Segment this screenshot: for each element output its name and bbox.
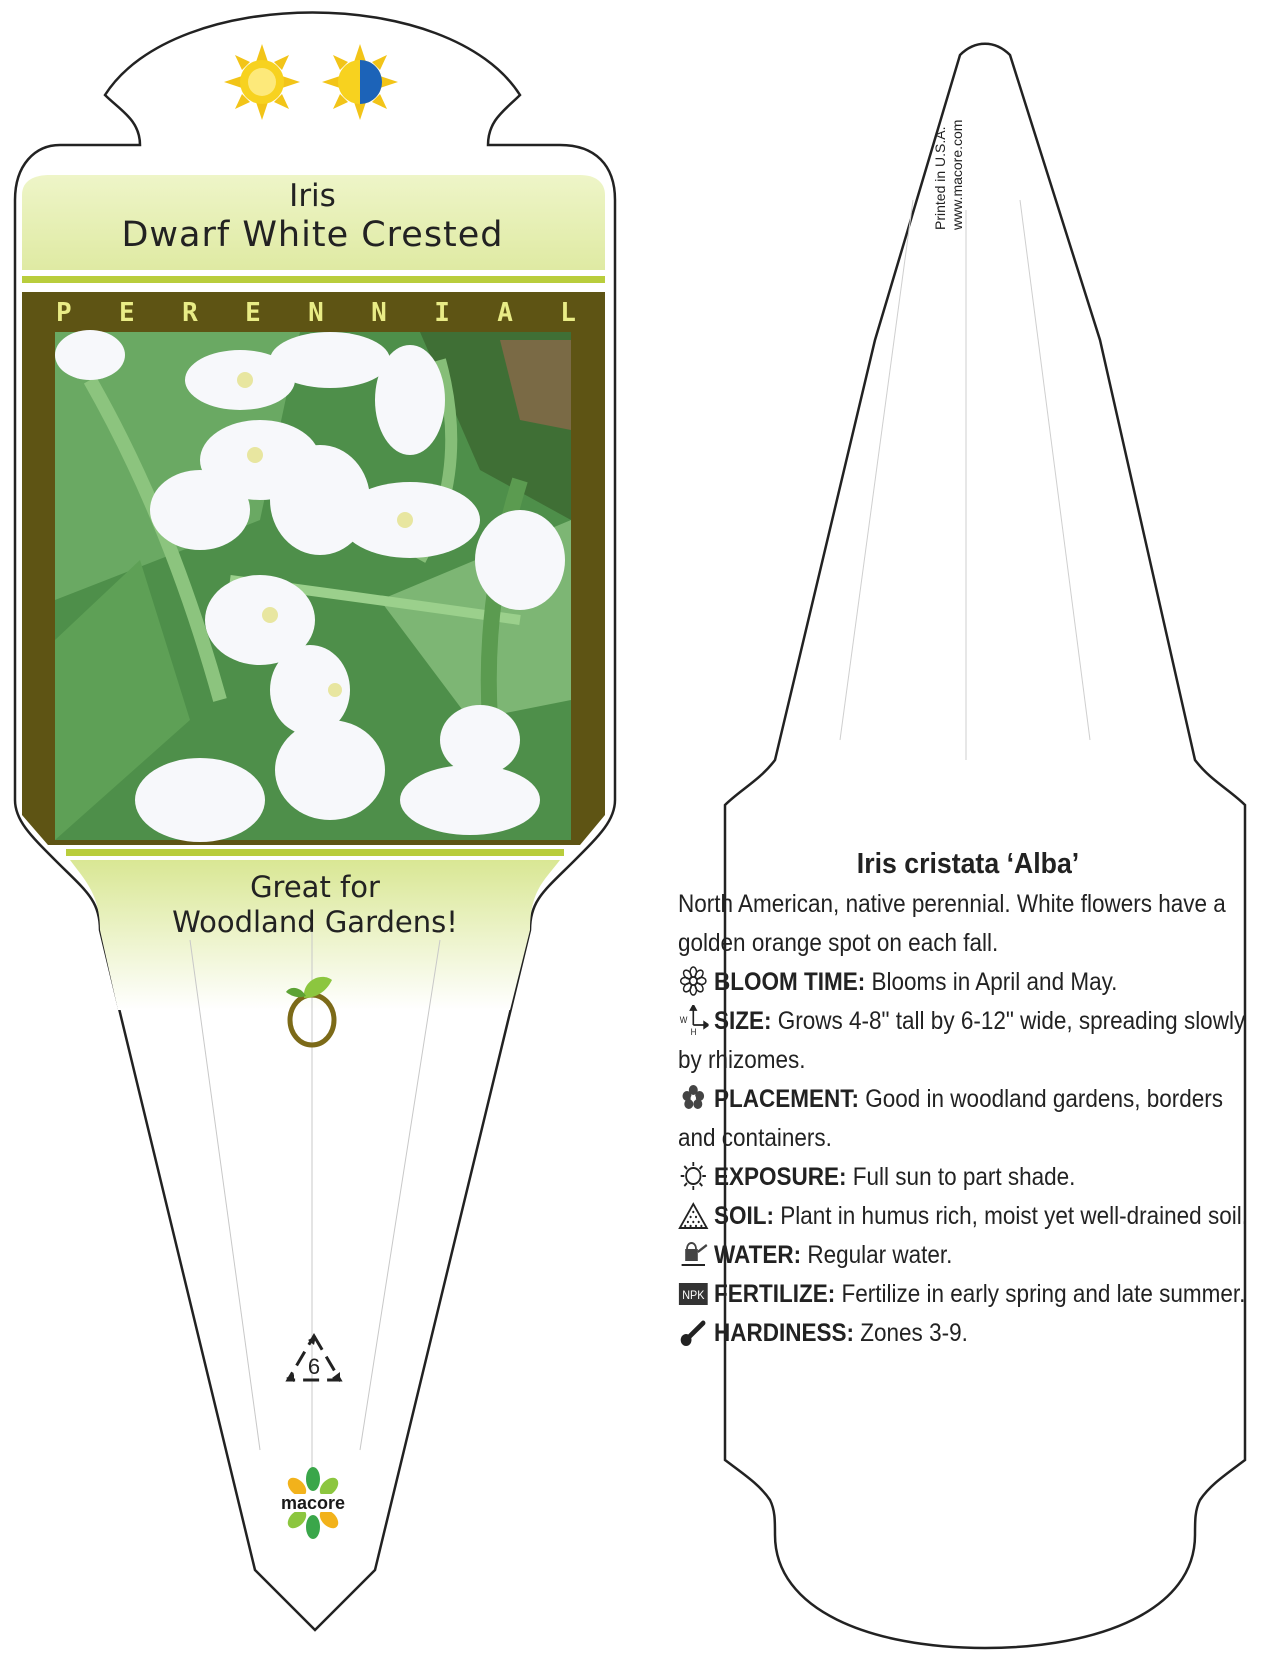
brand-name: macore <box>280 1493 346 1513</box>
item-text: Fertilize in early spring and late summer. <box>841 1280 1246 1308</box>
lime-stripe-lower <box>66 849 564 856</box>
sun-outline-icon <box>678 1161 709 1191</box>
category-letter: N <box>371 298 387 328</box>
category-letter: A <box>497 298 513 328</box>
size-icon <box>678 1005 709 1035</box>
plant-genus: Iris <box>289 178 336 214</box>
item-text: Zones 3-9. <box>860 1319 968 1347</box>
printed-line1: Printed in U.S.A. <box>932 126 948 230</box>
category-letter: N <box>308 298 324 328</box>
plant-variety: Dwarf White Crested <box>121 215 504 255</box>
fertilize-row <box>678 1275 1254 1314</box>
water-row <box>678 1236 1254 1275</box>
soil-icon <box>678 1200 709 1230</box>
part-shade-icon <box>322 44 398 120</box>
exposure-row <box>678 1158 1254 1197</box>
full-sun-icon <box>224 44 300 120</box>
item-text: Regular water. <box>807 1241 953 1269</box>
printed-url: www.macore.com <box>949 119 965 230</box>
item-text: Full sun to part shade. <box>852 1163 1076 1191</box>
item-label: WATER: <box>714 1241 802 1269</box>
back-tag-outline <box>725 44 1245 1648</box>
soil-row <box>678 1197 1254 1236</box>
item-label: PLACEMENT: <box>714 1085 859 1113</box>
item-text: Good in woodland gardens, borders and containers. <box>678 1085 1224 1152</box>
item-label: EXPOSURE: <box>714 1163 847 1191</box>
svg-text:H: H <box>690 1026 697 1035</box>
tagline-line2: Woodland Gardens! <box>172 905 458 939</box>
category-letter: R <box>182 298 198 328</box>
size-row <box>678 1002 1254 1080</box>
item-text: Blooms in April and May. <box>871 968 1118 996</box>
macore-logo <box>268 1465 358 1545</box>
svg-text:W: W <box>679 1014 688 1026</box>
thermometer-icon <box>678 1317 709 1347</box>
flower-icon <box>678 966 709 996</box>
item-label: BLOOM TIME: <box>714 968 866 996</box>
care-instructions <box>678 848 1258 1353</box>
hardiness-row <box>678 1314 1254 1353</box>
item-label: FERTILIZE: <box>714 1280 836 1308</box>
svg-text:NPK: NPK <box>682 1289 705 1303</box>
lime-stripe <box>22 276 605 283</box>
placement-icon <box>678 1083 709 1113</box>
npk-icon <box>678 1278 709 1308</box>
recycle-icon <box>282 1332 346 1388</box>
bloom-time-row <box>678 963 1254 1002</box>
item-label: SIZE: <box>714 1007 772 1035</box>
placement-row <box>678 1080 1254 1158</box>
category-letter: P <box>56 298 72 328</box>
category-letter: E <box>119 298 135 328</box>
category-letter: L <box>560 298 576 328</box>
tagline-line1: Great for <box>250 870 380 904</box>
tagline <box>80 870 550 940</box>
item-text: Plant in humus rich, moist yet well-drained soil. <box>780 1202 1248 1230</box>
item-label: SOIL: <box>714 1202 775 1230</box>
category-label <box>56 298 576 328</box>
description: North American, native perennial. White flowers have a golden orange spot on each fall. <box>678 890 1226 957</box>
category-letter: E <box>245 298 261 328</box>
item-label: HARDINESS: <box>714 1319 855 1347</box>
item-text: Grows 4-8" tall by 6-12" wide, spreading slowly by rhizomes. <box>678 1007 1246 1074</box>
category-letter: I <box>434 298 450 328</box>
plant-photo <box>55 330 571 842</box>
printed-note <box>932 50 965 230</box>
recycle-number: 6 <box>307 1354 321 1379</box>
watering-can-icon <box>678 1239 709 1269</box>
botanical-name: Iris cristata ‘Alba’ <box>856 848 1080 880</box>
